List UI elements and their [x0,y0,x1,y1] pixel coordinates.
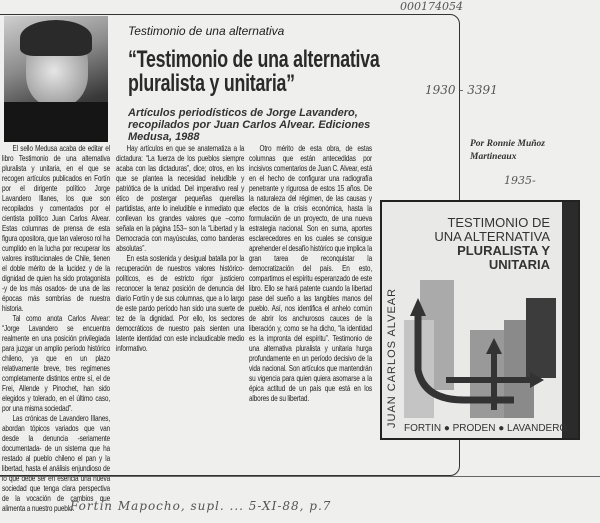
paragraph: Tal como anota Carlos Alvear: “Jorge Lavandero se encuentra realmente en una posición privilegiada para juzgar un amplio período histórico chileno, ya que en un plazo relativamente breve, tres regímenes completamente distintos entre sí, el de Frei, Allende y Pinochet, han sido elegidos y tolerado, en el último caso, por una misma sociedad”. [2,313,110,413]
cover-line: UNA ALTERNATIVA [434,229,550,244]
handwritten-code-2: 1935- [504,174,536,187]
cover-line: UNITARIA [488,257,550,272]
article-column-2 [116,143,244,353]
paragraph: Las crónicas de Lavandero Illanes, abordan tópicos variados que van desde la denuncia -seriamente documentada- de un sistema que ha restado al pueblo chileno el pan y la libertad, hasta el análisis enjundioso de lo que debe ser en esencia una nueva sociedad que tenga clara perspectiva de la vocación de cambios que alimenta a nuestro pueblo. [2,413,110,513]
book-cover [380,200,580,440]
article-column-1 [2,143,110,513]
paragraph: Hay artículos en que se anatematiza a la dictadura: “La fuerza de los pueblos siempre acaba con las dictaduras”, dice; otros, en los que se plantea la necesidad ineludible y patriótica de la unidad. Del imperativo real y ético de postergar pequeñas querellas partidistas, ante lo ineludible e inmediato que conllevan los grandes valores que –como señala en la página 153– son la “Libertad y la Democracia con mayúsculas, como banderas absolutas”. [116,143,245,253]
cover-author: JUAN CARLOS ALVEAR [386,287,398,428]
byline: Por Ronnie Muñoz Martineaux [470,139,545,162]
clipping-bottom-edge [0,476,600,477]
cover-footer: FORTIN ● PRODEN ● LAVANDERO [404,423,568,434]
handwritten-source: Fortín Mapocho, supl. ... 5-XI-88, p.7 [70,499,332,513]
paragraph: Otro mérito de esta obra, de estas columnas que están antecedidas por incisivos comentarios de Juan C. Alvear, está en el hecho de configurar una radiografía penetrante y rigurosa de estos 15 años. De la naturaleza del régimen, de las causas y efectos de la crisis económica, hasta la formulación de un proyecto, de una nueva estrategia nacional. Son en suma, aportes esclarecedores en los cuales se consigue aprehender el desafío histórico que implica la gran tarea de reconquistar la democratización del país. En esto, compartimos el espíritu esperanzado de este libro. Ello se hará patente cuando la libertad pase del sueño a las tangibles manos del pueblo. Así, nos identifica el anhelo común de abrir los anchurosos cauces de la liberación y, como se ha dicho, “la identidad es la impronta del espíritu”. Testimonio de una alternativa pluralista y unitaria hurga profundamente en un período decisivo de la vida nacional. Son artículos que mantendrán su vigencia para quien quiera asomarse a la épica actitud de un país que está en los albores de su libertad. [249,143,372,403]
handwritten-code: 1930 - 3391 [425,83,498,97]
headline: “Testimonio de una alternativa pluralista y unitaria” [128,46,380,97]
cover-illustration [404,280,559,418]
cover-line: PLURALISTA Y [457,243,550,258]
kicker: Testimonio de una alternativa [128,24,285,38]
handwritten-archive-id: 000174054 [400,0,463,13]
paragraph: En esta sostenida y desigual batalla por la recuperación de nuestros valores histórico-políticos, es de estricto rigor justiciero reconocer la tenaz posición de denuncia del diario Fortín y de sus columnas, que a lo largo de este pardo período han sido una suerte de tez de la dignidad. Por ello, los sectores democráticos de nuestro país sienten una latente identidad con este inclaudicable medio informativo. [116,253,245,353]
paragraph: El sello Medusa acaba de editar el libro Testimonio de una alternativa pluralista y unitaria, en el que se recogen artículos publicados en Fortín por el dirigente político Jorge Lavandero Illanes, los que son recopilados y comentados por el cientista político Juan Carlos Alvear. Estas columnas de prensa de esta figura opositora, que tan valeroso rol ha cumplido en la lucha por recuperar los valores institucionales de Chile, tienen el doble mérito de la lucidez y de la dignidad de quien ha sido protagonista -y de los más osados- de una de las épocas más sombrías de nuestra historia. [2,143,110,313]
cover-title [434,216,550,272]
cover-spine [562,202,578,438]
subtitle: Artículos periodísticos de Jorge Lavandero, recopilados por Juan Carlos Alvear. Ediciones Medusa, 1988 [128,107,371,143]
author-photo [4,16,108,130]
article-column-3 [249,143,372,403]
cover-line: TESTIMONIO DE [447,215,550,230]
